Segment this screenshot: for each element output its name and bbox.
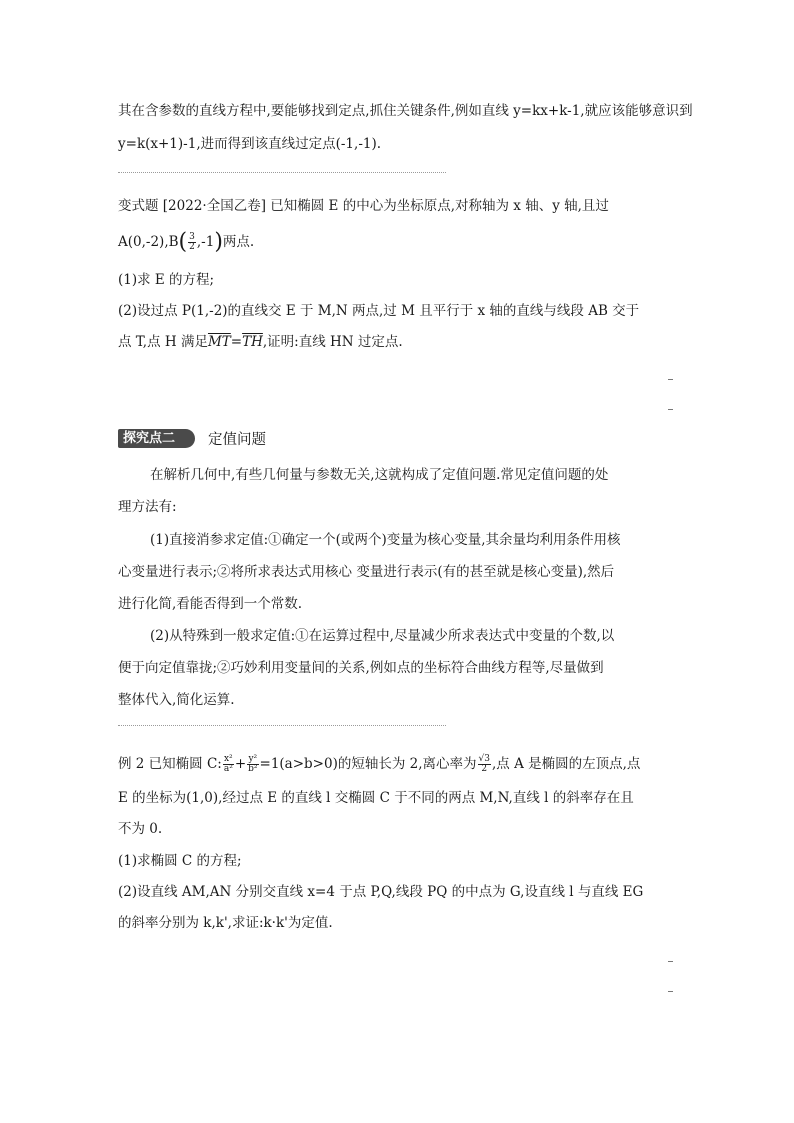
variant-line-2: A(0,-2),B( $\frac{3}{2}$ ,-1)两点. — [118, 229, 255, 255]
section-paragraph-3-line-3: 整体代入,简化运算. — [118, 692, 235, 708]
variant-line-1: 变式题 [2022·全国乙卷] 已知椭圆 E 的中心为坐标原点,对称轴为 x 轴、y 轴,且过 — [118, 198, 609, 214]
section-paragraph-1-line-1: 在解析几何中,有些几何量与参数无关,这就构成了定值问题.常见定值问题的处 — [150, 467, 609, 483]
fraction-y2-b2: $\frac{\text{y²}}{\text{b²}}$ — [248, 754, 258, 774]
section-paragraph-3-line-1: (2)从特殊到一般求定值:①在运算过程中,尽量减少所求表达式中变量的个数,以 — [150, 628, 615, 644]
section-badge: 探究点二 — [118, 429, 195, 448]
section-paragraph-2-line-1: (1)直接消参求定值:①确定一个(或两个)变量为核心变量,其余量均利用条件用核 — [150, 532, 621, 548]
fraction-3-2: $\frac{3}{2}$ — [189, 232, 195, 252]
variant-question-2-line-2: 点 T,点 H 满足$\overline{MT}=\overline{TH}$,证明:直线 HN 过定点. — [118, 334, 403, 350]
example-question-1: (1)求椭圆 C 的方程; — [118, 853, 242, 869]
dotted-divider — [118, 172, 446, 173]
example-question-2-line-1: (2)设直线 AM,AN 分别交直线 x=4 于点 P,Q,线段 PQ 的中点为 G,设直线 l 与直线 EG — [118, 884, 644, 900]
section-title: 定值问题 — [208, 432, 266, 448]
fraction-sqrt3-2: $\frac{√3}{2}$ — [478, 754, 490, 774]
section-paragraph-3-line-2: 便于向定值靠拢;②巧妙利用变量间的关系,例如点的坐标符合曲线方程等,尽量做到 — [118, 660, 604, 676]
section-paragraph-2-line-3: 进行化简,看能否得到一个常数. — [118, 596, 303, 612]
example-question-2-line-2: 的斜率分别为 k,k',求证:k·k'为定值. — [118, 915, 333, 931]
dotted-divider — [118, 725, 446, 726]
example-line-2: E 的坐标为(1,0),经过点 E 的直线 l 交椭圆 C 于不同的两点 M,N,直线 l 的斜率存在且 — [118, 790, 634, 806]
example-line-3: 不为 0. — [118, 821, 163, 837]
variant-question-1: (1)求 E 的方程; — [118, 272, 215, 288]
vector-th: $\overline{TH}$ — [242, 334, 263, 350]
vector-mt: $\overline{MT}$ — [207, 334, 231, 350]
variant-points: A(0,-2),B — [118, 234, 179, 250]
fraction-x2-a2: $\frac{\text{x²}}{\text{a²}}$ — [223, 754, 233, 774]
section-paragraph-2-line-2: 心变量进行表示;②将所求表达式用核心 变量进行表示(有的甚至就是核心变量),然后 — [118, 564, 615, 580]
margin-tick — [668, 409, 673, 410]
margin-tick — [668, 379, 673, 380]
example-line-1: 例 2 已知椭圆 C: $\frac{\text{x²}}{\text{a²}}$ + $\frac{\text{y²}}{\text{b²}}$ =1(a>b>0)的短轴长为 2,离心率为 $\frac{√3}{2}$ ,点 A 是椭圆的左顶点,点 — [118, 754, 641, 774]
variant-question-2-line-1: (2)设过点 P(1,-2)的直线交 E 于 M,N 两点,过 M 且平行于 x 轴的直线与线段 AB 交于 — [118, 303, 640, 319]
intro-line-1: 其在含参数的直线方程中,要能够找到定点,抓住关键条件,例如直线 y=kx+k-1,就应该能够意识到 — [118, 103, 693, 119]
section-paragraph-1-line-2: 理方法有: — [118, 499, 177, 515]
margin-tick — [668, 961, 673, 962]
intro-line-2: y=k(x+1)-1,进而得到该直线过定点(-1,-1). — [118, 136, 382, 152]
margin-tick — [668, 991, 673, 992]
